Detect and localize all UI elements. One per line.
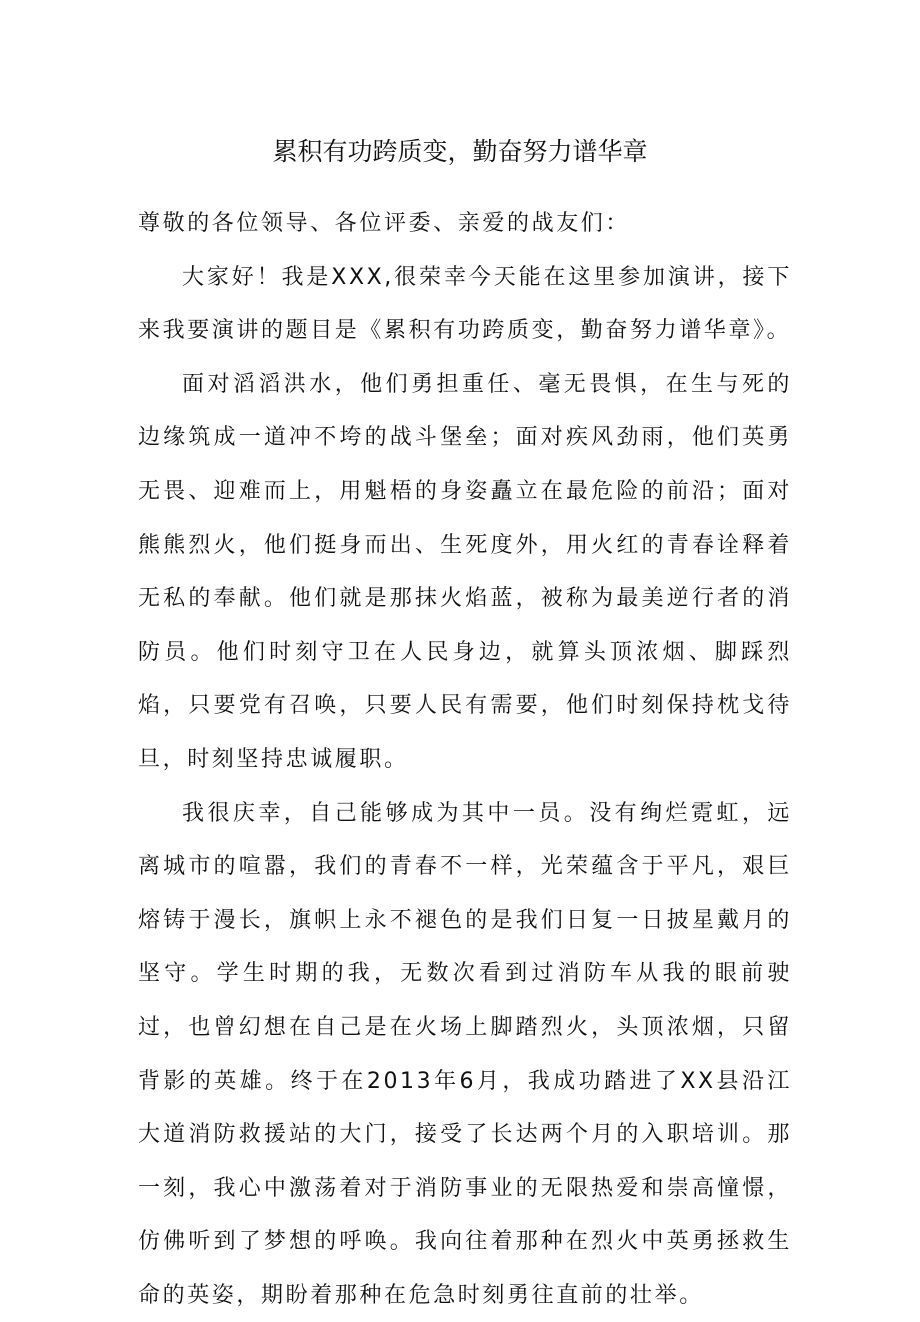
document-body (138, 197, 792, 1322)
paragraph-intro: 大家好！我是XXX,很荣幸今天能在这里参加演讲，接下来我要演讲的题目是《累积有功跨质变，勤奋努力谱华章》。 (138, 264, 792, 344)
document-title: 累积有功跨质变，勤奋努力谱华章 (272, 137, 648, 166)
paragraph-firefighters: 面对滔滔洪水，他们勇担重任、毫无畏惧，在生与死的边缘筑成一道冲不垮的战斗堡垒；面对疾风劲雨，他们英勇无畏、迎难而上，用魁梧的身姿矗立在最危险的前沿；面对熊熊烈火，他们挺身而出、生死度外，用火红的青春诠释着无私的奉献。他们就是那抹火焰蓝，被称为最美逆行者的消防员。他们时刻守卫在人民身边，就算头顶浓烟、脚踩烈焰，只要党有召唤，只要人民有需要，他们时刻保持枕戈待旦，时刻坚持忠诚履职。 (138, 371, 792, 772)
paragraph-personal: 我很庆幸，自己能够成为其中一员。没有绚烂霓虹，远离城市的喧嚣，我们的青春不一样，光荣蕴含于平凡，艰巨熔铸于漫长，旗帜上永不褪色的是我们日复一日披星戴月的坚守。学生时期的我，无数次看到过消防车从我的眼前驶过，也曾幻想在自己是在火场上脚踏烈火，头顶浓烟，只留背影的英雄。终于在2013年6月，我成功踏进了XX县沿江大道消防救援站的大门，接受了长达两个月的入职培训。那一刻，我心中激荡着对于消防事业的无限热爱和崇高憧憬，仿佛听到了梦想的呼唤。我向往着那种在烈火中英勇拯救生命的英姿，期盼着那种在危急时刻勇往直前的壮举。 (138, 800, 792, 1308)
greeting-line: 尊敬的各位领导、各位评委、亲爱的战友们： (138, 211, 631, 236)
